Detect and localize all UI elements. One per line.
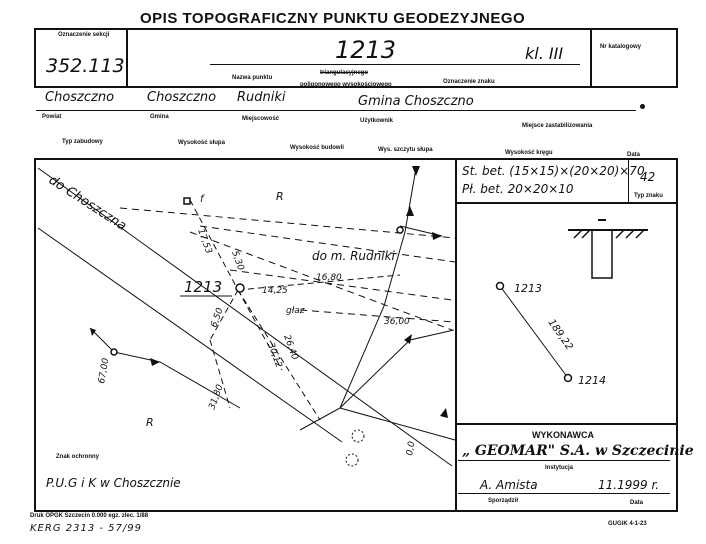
name-label: Nazwa punktu: [232, 75, 273, 81]
powiat-label: Powiat: [42, 114, 62, 120]
contractor-name: „ GEOMAR" S.A. w Szczecinie: [462, 443, 694, 459]
wysokosc-slupa-label: Wysokość słupa: [178, 140, 225, 146]
sheet-label: Oznaczenie sekcji: [58, 32, 110, 38]
region-label: R: [146, 416, 154, 429]
measure-label: 17,53: [195, 227, 214, 256]
road-label-rudniki: do m. Rudniki: [312, 249, 395, 263]
arrow-icon: [404, 334, 412, 344]
sketch-point-1213: [497, 283, 504, 290]
form-title: OPIS TOPOGRAFICZNY PUNKTU GEODEZYJNEGO: [140, 10, 526, 27]
class-value: kl. III: [525, 44, 564, 63]
sketch-label-1213: 1213: [514, 282, 542, 295]
gmina-label: Gmina: [150, 114, 169, 120]
monument-outline: [592, 230, 612, 278]
wys-szczytu-label: Wys. szczytu słupa: [378, 147, 433, 153]
stone-label: głaz: [286, 306, 305, 316]
data-label: Data: [627, 152, 641, 158]
tree-icon: [346, 454, 358, 466]
uzytkownik-label: Użytkownik: [360, 118, 394, 124]
form-code: GUGiK 4-1-23: [608, 521, 647, 527]
point-1213-marker: [236, 284, 244, 292]
arrow-icon: [406, 206, 414, 216]
measure-label: 5,30: [229, 249, 246, 272]
date-label: Data: [630, 500, 644, 506]
point-number: 1213: [335, 36, 397, 64]
ground-hatch: [574, 230, 644, 238]
surveyor-name: A. Amista: [480, 478, 538, 492]
point-marker: [111, 349, 117, 355]
print-note: Druk OPGK Szczecin 0.000 egz. zlec. 1/88: [30, 513, 149, 519]
point-marker: [397, 227, 403, 233]
wysokosc-budowli-label: Wysokość budowli: [290, 145, 344, 151]
sketch-label-1214: 1214: [578, 374, 606, 387]
sheet-value: 352.113: [46, 55, 125, 77]
measure-label: 26,40: [281, 333, 300, 362]
arrow-icon: [150, 358, 160, 366]
measure-label: 36,00: [384, 317, 410, 327]
path-line: [114, 352, 240, 408]
name-line1: triangulacyjnego: [320, 70, 369, 76]
date-value: 11.1999 r.: [598, 478, 660, 492]
name-line2: poligonowego wysokościowego: [300, 82, 392, 88]
code-value: 42: [640, 170, 656, 184]
catalog-label: Nr katalogowy: [600, 44, 642, 50]
institution-label: Instytucja: [545, 465, 574, 471]
kerg-number: KERG 2313 - 57/99: [30, 523, 142, 534]
pl-bet-text: Pł. bet. 20×20×10: [462, 182, 574, 196]
typ-label: Typ zabudowy: [62, 139, 103, 145]
road-label: do Choszczna: [45, 172, 129, 235]
map-point-label: 1213: [184, 278, 223, 296]
miejscowosc-value: Rudniki: [237, 90, 286, 105]
powiat-value: Choszczno: [45, 90, 115, 105]
measure-label: 0,0: [405, 440, 418, 457]
sign-label: Oznaczenie znaku: [443, 79, 495, 85]
arrow-icon: [432, 232, 442, 240]
measure-label: 6,50: [209, 306, 226, 330]
wysokosc-kregu-label: Wysokość kręgu: [505, 150, 553, 156]
road-edge-line: [38, 228, 342, 442]
arrow-icon: [412, 166, 420, 176]
measure-label: 16,80: [316, 273, 342, 283]
contractor-label: WYKONAWCA: [532, 430, 594, 440]
measure-label: 67,00: [97, 357, 112, 385]
surveyor-label: Sporządził: [488, 498, 519, 504]
notice-value: P.U.G i K w Choszcznie: [46, 476, 181, 490]
square-marker: [184, 198, 190, 204]
boundary-line: [300, 310, 454, 322]
letter-label: f: [200, 194, 204, 205]
uzytkownik-value: Gmina Choszczno: [358, 94, 474, 109]
tree-icon: [352, 430, 364, 442]
arrow-icon: [440, 408, 448, 418]
region-label: R: [276, 190, 284, 203]
sketch-point-1214: [565, 375, 572, 382]
arrow-icon: [90, 328, 96, 336]
notice-label: Znak ochronny: [56, 454, 100, 460]
measure-label: 31,80: [207, 383, 226, 412]
miejsce-label: Miejsce zastabilizowania: [522, 123, 593, 129]
path-line: [340, 408, 455, 440]
gmina-value: Choszczno: [147, 90, 217, 105]
measure-line: [190, 200, 238, 290]
st-bet-text: St. bet. (15×15)×(20×20)×70: [462, 164, 645, 178]
typ-znaku-label: Typ znaku: [634, 193, 663, 199]
sketch-distance: 189,22: [545, 317, 575, 353]
miejscowosc-label: Miejscowość: [242, 116, 280, 122]
measure-label: 14,25: [262, 286, 288, 296]
measure-label: 30,12: [265, 341, 284, 370]
